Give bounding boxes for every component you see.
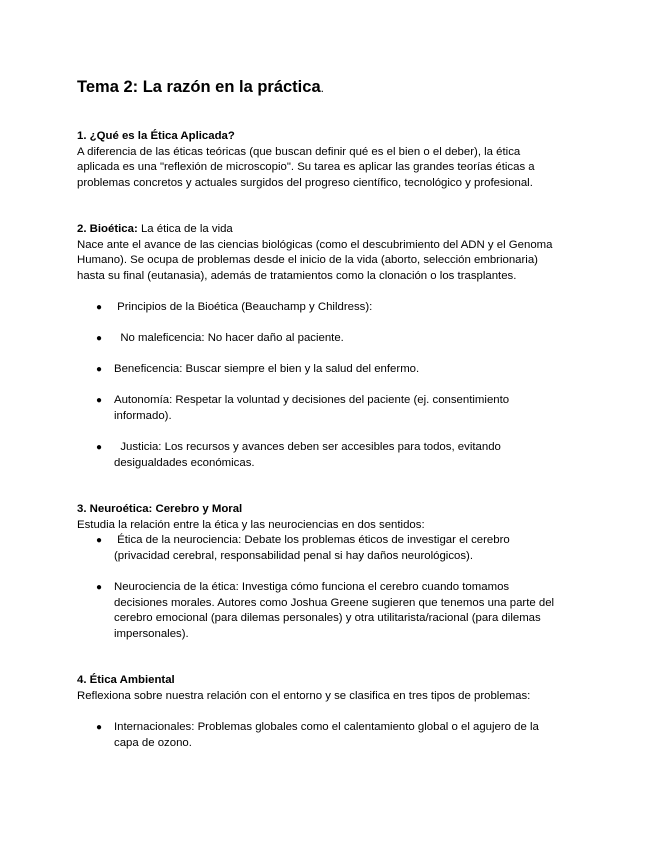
- section-1: [77, 129, 557, 191]
- bullet-icon: ●: [96, 582, 103, 593]
- list-item-line: (privacidad cerebral, responsabilidad penal si hay daños neurológicos).: [114, 549, 474, 562]
- section-2-heading-rest: La ética de la vida: [137, 223, 233, 235]
- list-item-line: impersonales).: [114, 627, 189, 640]
- list-item-line: No maleficencia: No hacer daño al paciente.: [114, 332, 344, 344]
- list-item-line: Autonomía: Respetar la voluntad y decisiones del paciente (ej. consentimiento: [114, 394, 510, 406]
- section-1-line: A diferencia de las éticas teóricas (que buscan definir qué es el bien o el deber), la ética: [77, 145, 521, 158]
- list-item: [77, 440, 557, 471]
- section-3-line: Estudia la relación entre la ética y las neurociencias en dos sentidos:: [77, 518, 425, 531]
- list-item: [77, 393, 557, 424]
- bullet-icon: ●: [96, 364, 103, 375]
- list-item: [77, 580, 557, 642]
- page-title-text: Tema 2: La razón en la práctica: [77, 78, 321, 96]
- section-1-heading: 1. ¿Qué es la Ética Aplicada?: [77, 130, 235, 142]
- section-4: [77, 673, 557, 704]
- section-3-heading: 3. Neuroética: Cerebro y Moral: [77, 503, 243, 515]
- page-title-period: .: [320, 81, 324, 95]
- section-4-heading: 4. Ética Ambiental: [77, 674, 175, 686]
- page-title: [77, 77, 324, 98]
- list-item: [77, 720, 557, 751]
- bullet-icon: ●: [96, 333, 103, 344]
- list-item: [77, 533, 557, 564]
- list-item-line: cerebro emocional (para dilemas personales) y otra utilitarista/racional (para dilemas: [114, 612, 541, 625]
- section-2-heading: [77, 222, 557, 238]
- section-2: [77, 222, 557, 284]
- section-4-line: Reflexiona sobre nuestra relación con el entorno y se clasifica en tres tipos de problemas:: [77, 689, 531, 702]
- bullet-icon: ●: [96, 442, 103, 453]
- bullet-icon: ●: [96, 395, 103, 406]
- section-2-heading-bold: 2. Bioética:: [77, 223, 138, 235]
- list-item: [77, 362, 557, 378]
- section-2-line: hasta su final (eutanasia), además de tratamientos como la clonación o los trasplantes.: [77, 269, 517, 282]
- list-item-line: Justicia: Los recursos y avances deben ser accesibles para todos, evitando: [114, 441, 501, 453]
- list-item: [77, 331, 557, 347]
- list-item-line: capa de ozono.: [114, 736, 192, 749]
- section-2-line: Humano). Se ocupa de problemas desde el inicio de la vida (aborto, selección embrionaria): [77, 254, 538, 267]
- list-item-line: Principios de la Bioética (Beauchamp y Childress):: [114, 301, 373, 313]
- list-item-line: Beneficencia: Buscar siempre el bien y la salud del enfermo.: [114, 363, 420, 375]
- section-1-line: problemas concretos y actuales surgidos del progreso científico, tecnológico y profesional.: [77, 176, 533, 189]
- list-item-line: informado).: [114, 409, 172, 422]
- section-2-line: Nace ante el avance de las ciencias biológicas (como el descubrimiento del ADN y el Genoma: [77, 238, 553, 251]
- list-item-line: decisiones morales. Autores como Joshua Greene sugieren que tenemos una parte del: [114, 596, 555, 609]
- list-item-line: Ética de la neurociencia: Debate los problemas éticos de investigar el cerebro: [114, 534, 510, 546]
- bullet-icon: ●: [96, 302, 103, 313]
- section-1-line: aplicada es una "reflexión de microscopio". Su tarea es aplicar las grandes teorías éticas a: [77, 161, 535, 174]
- list-item-line: Neurociencia de la ética: Investiga cómo funciona el cerebro cuando tomamos: [114, 581, 510, 593]
- list-item-line: desigualdades económicas.: [114, 456, 255, 469]
- bullet-icon: ●: [96, 535, 103, 546]
- list-item: [77, 300, 557, 316]
- list-item-line: Internacionales: Problemas globales como el calentamiento global o el agujero de la: [114, 721, 539, 733]
- bullet-icon: ●: [96, 722, 103, 733]
- section-3: [77, 502, 557, 533]
